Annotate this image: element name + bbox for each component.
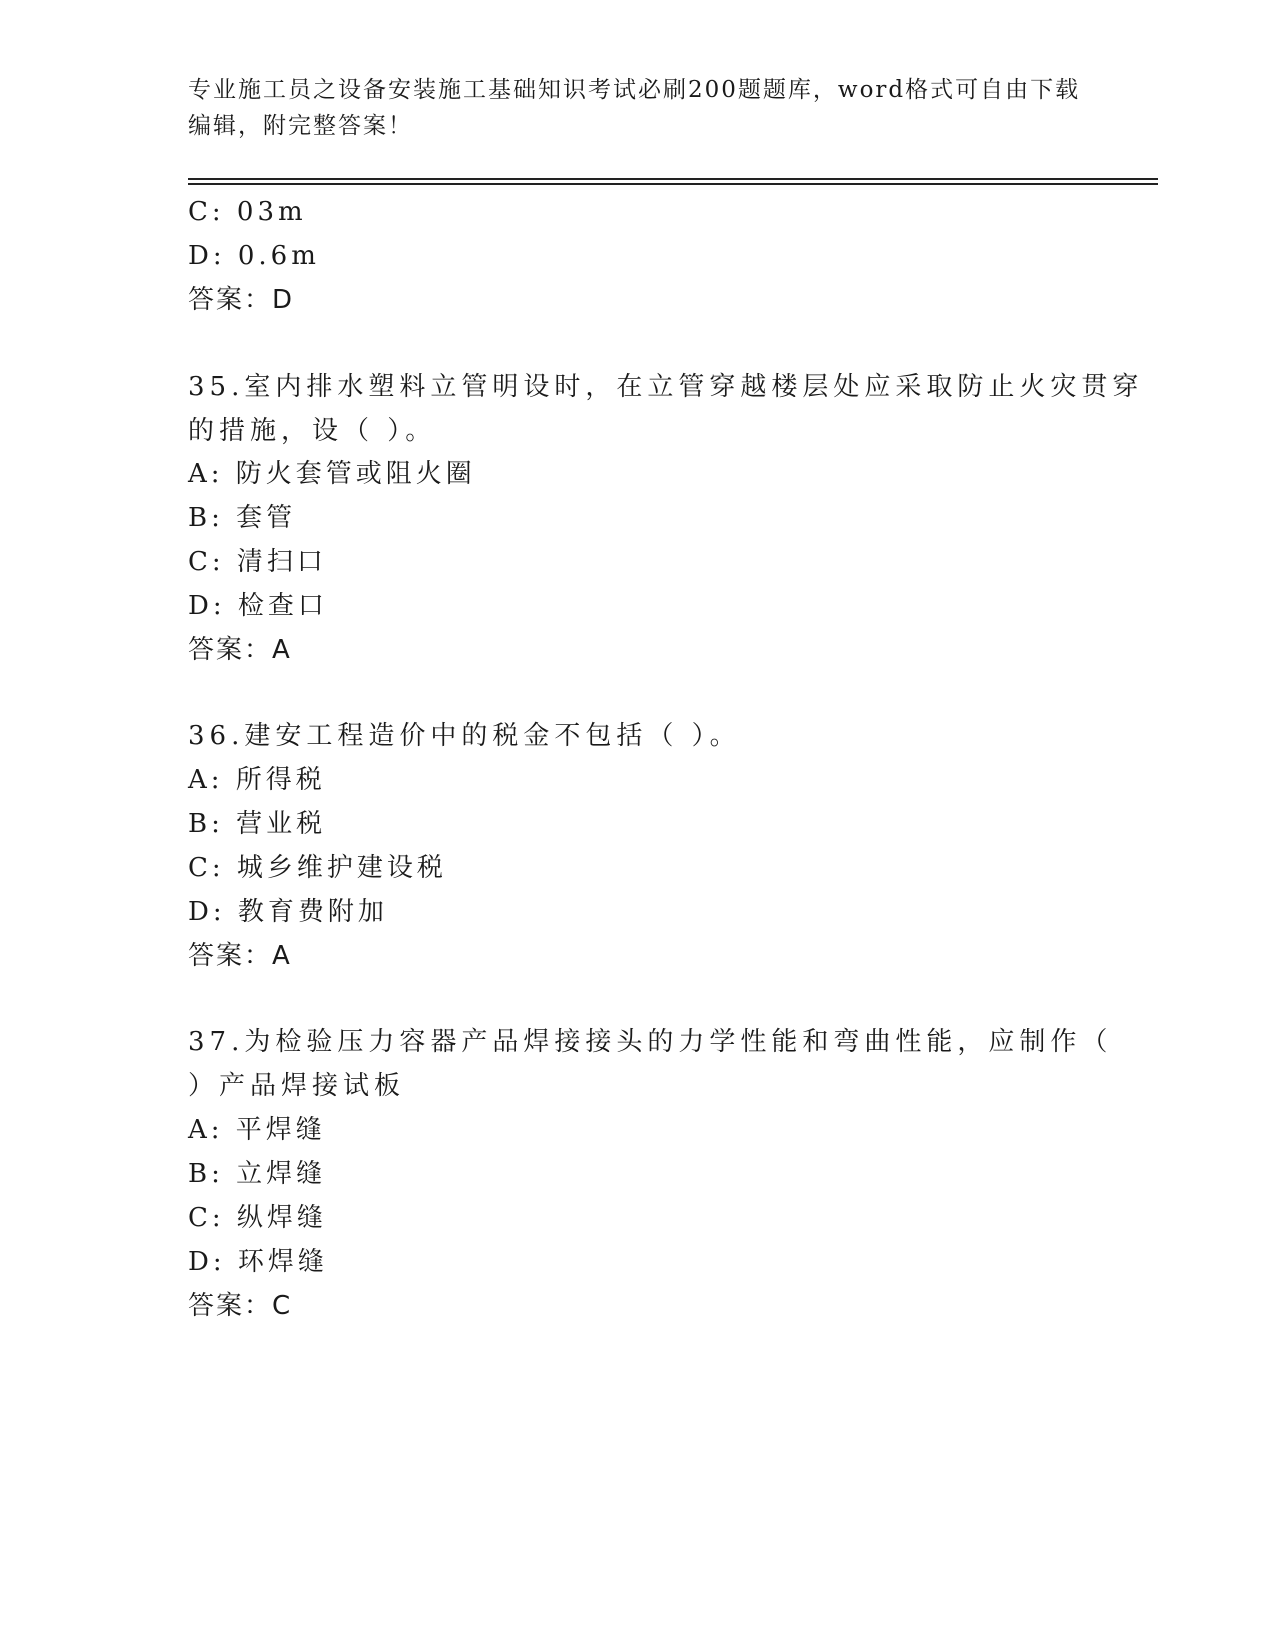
question-37-option-b: B: 立焊缝 bbox=[188, 1159, 327, 1189]
answer-label: 答案：D bbox=[188, 285, 295, 315]
option-c: C: 03m bbox=[188, 197, 307, 227]
question-35-option-b: B: 套管 bbox=[188, 503, 297, 533]
question-37-text-line-1: 37.为检验压力容器产品焊接接头的力学性能和弯曲性能，应制作（ bbox=[188, 1027, 1113, 1057]
question-35-text-line-1: 35.室内排水塑料立管明设时，在立管穿越楼层处应采取防止火灾贯穿 bbox=[188, 372, 1144, 402]
question-36-option-b: B: 营业税 bbox=[188, 809, 327, 839]
header-divider-top bbox=[188, 178, 1158, 180]
header-title-line-1: 专业施工员之设备安装施工基础知识考试必刷200题题库，word格式可自由下载 bbox=[188, 77, 1081, 103]
question-37-answer: 答案：C bbox=[188, 1291, 293, 1321]
question-36-option-a: A: 所得税 bbox=[188, 765, 326, 795]
question-35-answer: 答案：A bbox=[188, 635, 292, 665]
question-35-option-d: D: 检查口 bbox=[188, 591, 328, 621]
question-35-option-a: A: 防火套管或阻火圈 bbox=[188, 459, 476, 489]
question-36-text-line-1: 36.建安工程造价中的税金不包括（ ）。 bbox=[188, 721, 741, 751]
question-36-option-d: D: 教育费附加 bbox=[188, 897, 388, 927]
question-36-answer: 答案：A bbox=[188, 941, 292, 971]
question-37-option-c: C: 纵焊缝 bbox=[188, 1203, 327, 1233]
question-35-option-c: C: 清扫口 bbox=[188, 547, 327, 577]
question-37-option-a: A: 平焊缝 bbox=[188, 1115, 326, 1145]
header-title-line-2: 编辑，附完整答案！ bbox=[188, 113, 413, 139]
question-37-option-d: D: 环焊缝 bbox=[188, 1247, 328, 1277]
question-35-text-line-2: 的措施，设（ ）。 bbox=[188, 416, 437, 446]
page-header bbox=[188, 72, 1088, 144]
header-divider-bottom bbox=[188, 183, 1158, 185]
option-d: D: 0.6m bbox=[188, 241, 320, 271]
question-37-text-line-2: ）产品焊接试板 bbox=[188, 1071, 406, 1101]
question-36-option-c: C: 城乡维护建设税 bbox=[188, 853, 447, 883]
